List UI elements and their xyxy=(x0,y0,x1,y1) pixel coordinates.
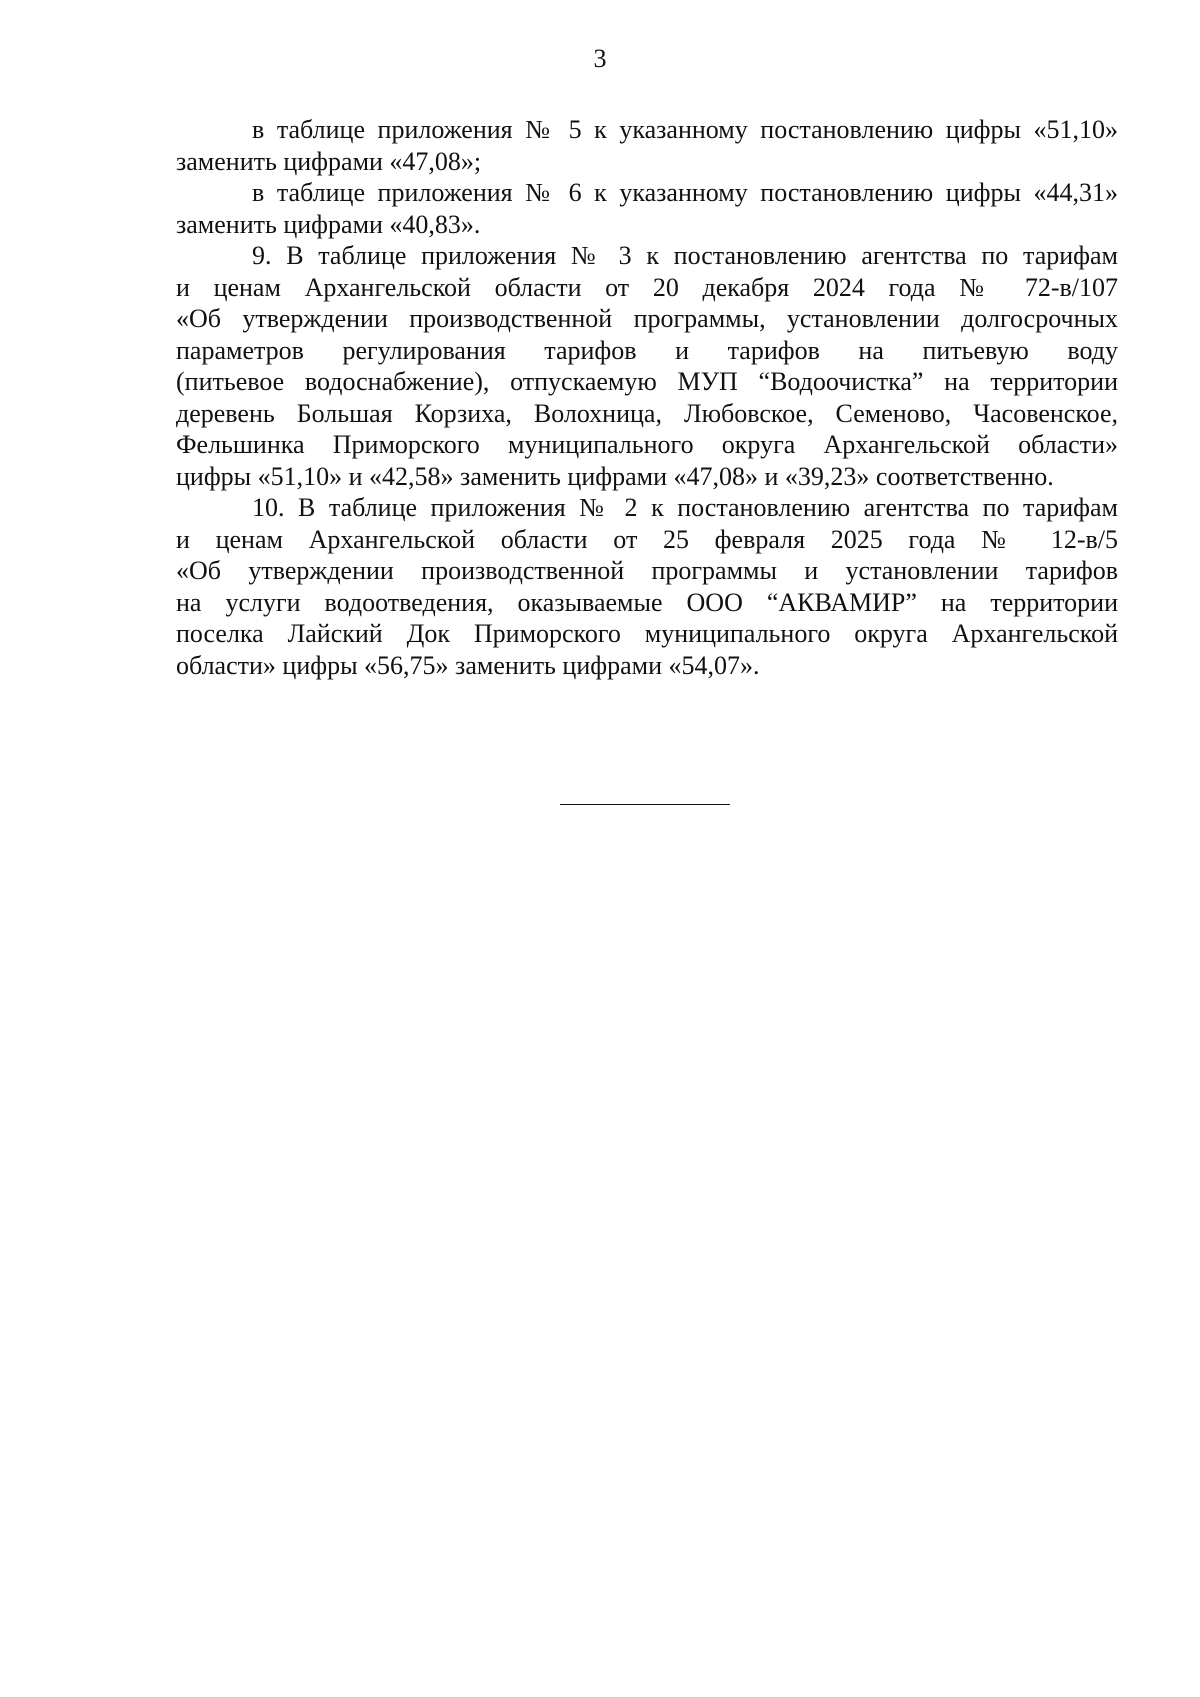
paragraph-line: области» цифры «56,75» заменить цифрами «54,07». xyxy=(176,650,760,680)
paragraph-line: параметров регулирования тарифов и тарифов на питьевую воду xyxy=(176,335,1118,365)
paragraph-line: 9. В таблице приложения № 3 к постановлению агентства по тарифам xyxy=(252,241,1118,270)
paragraph-line: заменить цифрами «40,83». xyxy=(176,209,481,239)
page-number: 3 xyxy=(593,44,607,73)
paragraph-line: (питьевое водоснабжение), отпускаемую МУП “Водоочистка” на территории xyxy=(176,367,1118,396)
paragraph-line: «Об утверждении производственной программы и установлении тарифов xyxy=(176,556,1118,585)
paragraph-line: в таблице приложения № 5 к указанному постановлению цифры «51,10» xyxy=(252,115,1118,144)
paragraph-line: деревень Большая Корзиха, Волохница, Любовское, Семеново, Часовенское, xyxy=(176,398,1118,428)
document-body xyxy=(176,114,1118,681)
paragraph-annex-5 xyxy=(176,114,1118,177)
paragraph-line: и ценам Архангельской области от 25 февраля 2025 года № 12-в/5 xyxy=(176,524,1118,554)
paragraph-annex-6 xyxy=(176,177,1118,240)
paragraph-line: цифры «51,10» и «42,58» заменить цифрами «47,08» и «39,23» соответственно. xyxy=(176,461,1054,491)
paragraph-line: в таблице приложения № 6 к указанному постановлению цифры «44,31» xyxy=(252,178,1118,207)
end-of-document-rule xyxy=(560,804,730,805)
paragraph-line: поселка Лайский Док Приморского муниципального округа Архангельской xyxy=(176,619,1118,648)
paragraph-line: 10. В таблице приложения № 2 к постановлению агентства по тарифам xyxy=(252,493,1118,522)
paragraph-line: «Об утверждении производственной программы, установлении долгосрочных xyxy=(176,304,1118,333)
paragraph-item-9 xyxy=(176,240,1118,492)
paragraph-line: Фельшинка Приморского муниципального округа Архангельской области» xyxy=(176,430,1118,459)
paragraph-line: на услуги водоотведения, оказываемые ООО “АКВАМИР” на территории xyxy=(176,587,1118,617)
paragraph-item-10 xyxy=(176,492,1118,681)
paragraph-line: и ценам Архангельской области от 20 декабря 2024 года № 72-в/107 xyxy=(176,272,1118,302)
paragraph-line: заменить цифрами «47,08»; xyxy=(176,146,482,176)
